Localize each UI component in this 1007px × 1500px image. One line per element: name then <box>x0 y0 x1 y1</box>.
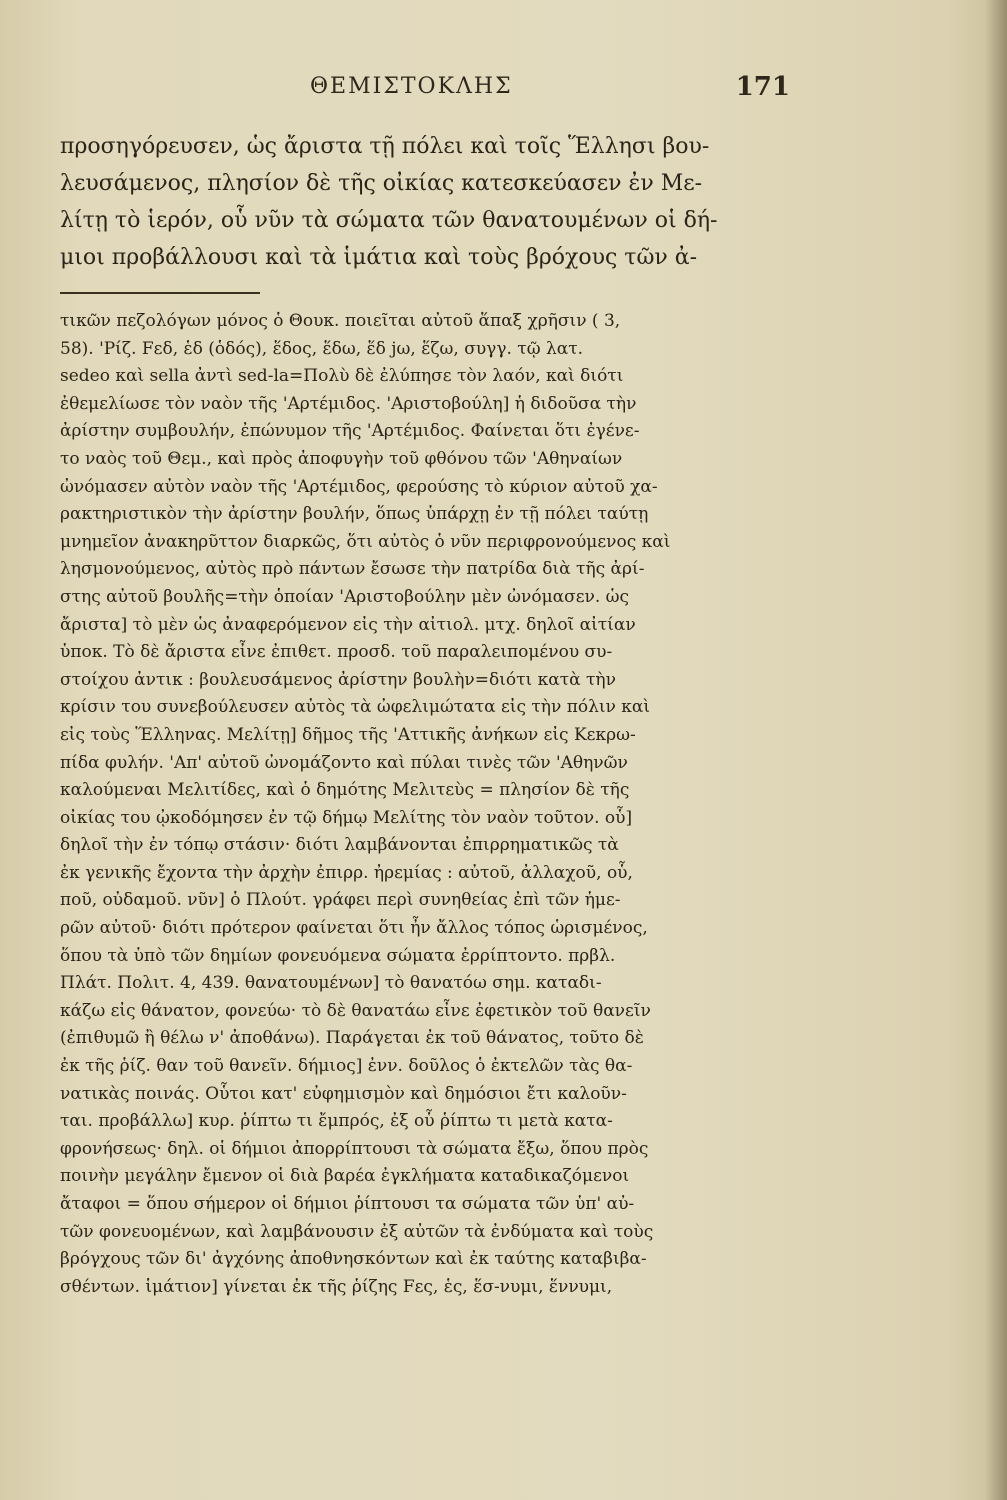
page-number: 171 <box>735 72 790 102</box>
footnote-line: ἄταφοι = ὅπου σήμερον οἱ δήμιοι ῥίπτουσι τα σώματα τῶν ὑπ' αὐ- <box>60 1194 635 1214</box>
footnote-line: ὠνόμασεν αὐτὸν ναὸν τῆς 'Αρτέμιδος, φερούσης τὸ κύριον αὐτοῦ χα- <box>60 476 658 497</box>
footnote-line: ποῦ, οὐδαμοῦ. νῦν] ὁ Πλούτ. γράφει περὶ συνηθείας ἐπὶ τῶν ἡμε- <box>60 890 621 911</box>
footnote-line: καλούμεναι Μελιτίδες, καὶ ὁ δημότης Μελιτεὺς = πλησίον δὲ τῆς <box>60 780 630 801</box>
footnote-line: κρίσιν του συνεβούλευσεν αὐτὸς τὰ ὠφελιμώτατα εἰς τὴν πόλιν καὶ <box>60 697 651 718</box>
footnote-separator <box>60 292 260 294</box>
footnote-line: sedeo καὶ sella ἀντὶ sed-la=Πολὺ δὲ ἐλύπησε τὸν λαόν, καὶ διότι <box>60 366 624 387</box>
footnote-line: ἐθεμελίωσε τὸν ναὸν τῆς 'Αρτέμιδος. 'Αριστοβούλη] ἡ διδοῦσα τὴν <box>60 393 637 414</box>
running-title: ΘΕΜΙΣΤΟΚΛΗΣ <box>310 74 513 99</box>
running-header <box>60 72 820 106</box>
footnote-line: δηλοῖ τὴν ἐν τόπῳ στάσιν· διότι λαμβάνονται ἐπιρρηματικῶς τὰ <box>60 835 619 856</box>
footnote-line: βρόγχους τῶν δι' ἀγχόνης ἀποθνησκόντων καὶ ἐκ ταύτης καταβιβα- <box>60 1249 647 1270</box>
footnote-line: λησμονούμενος, αὐτὸς πρὸ πάντων ἔσωσε τὴν πατρίδα διὰ τῆς ἀρί- <box>60 559 645 580</box>
footnote-line: τῶν φονευομένων, καὶ λαμβάνουσιν ἐξ αὐτῶν τὰ ἐνδύματα καὶ τοὺς <box>60 1221 654 1242</box>
footnote-line: στης αὐτοῦ βουλῆς=τὴν ὁποίαν 'Αριστοβούλην μὲν ὠνόμασεν. ὡς <box>60 586 630 607</box>
main-text-block <box>60 128 798 276</box>
footnote-line: ὅπου τὰ ὑπὸ τῶν δημίων φονευόμενα σώματα ἐρρίπτοντο. πρβλ. <box>60 945 616 966</box>
footnote-line: φρονήσεως· δηλ. οἱ δήμιοι ἀπορρίπτουσι τὰ σώματα ἔξω, ὅπου πρὸς <box>60 1138 649 1159</box>
footnote-line: ὑποκ. Τὸ δὲ ἄριστα εἶνε ἐπιθετ. προσδ. τοῦ παραλειπομένου συ- <box>60 642 613 663</box>
footnote-line: ρακτηριστικὸν τὴν ἀρίστην βουλήν, ὅπως ὑπάρχῃ ἐν τῇ πόλει ταύτῃ <box>60 504 649 525</box>
page-edge-shadow <box>985 0 1007 1500</box>
footnote-line: ποινὴν μεγάλην ἔμενον οἱ διὰ βαρέα ἐγκλήματα καταδικαζόμενοι <box>60 1166 630 1187</box>
footnote-line: οἰκίας του ᾠκοδόμησεν ἐν τῷ δήμῳ Μελίτης τὸν ναὸν τοῦτον. οὗ] <box>60 807 633 828</box>
footnote-line: τικῶν πεζολόγων μόνος ὁ Θουκ. ποιεῖται αὐτοῦ ἅπαξ χρῆσιν ( 3, <box>60 311 621 331</box>
footnote-line: το ναὸς τοῦ Θεμ., καὶ πρὸς ἀποφυγὴν τοῦ φθόνου τῶν 'Αθηναίων <box>60 448 623 469</box>
main-text-line: λίτῃ τὸ ἱερόν, οὗ νῦν τὰ σώματα τῶν θανατουμένων οἱ δή- <box>60 208 718 233</box>
footnote-line: ἀρίστην συμβουλήν, ἐπώνυμον τῆς 'Αρτέμιδος. Φαίνεται ὅτι ἐγένε- <box>60 421 640 442</box>
footnote-line: ἐκ γενικῆς ἔχοντα τὴν ἀρχὴν ἐπιρρ. ἠρεμίας : αὐτοῦ, ἀλλαχοῦ, οὗ, <box>60 862 633 883</box>
footnote-line: ται. προβάλλω] κυρ. ῥίπτω τι ἔμπρός, ἐξ οὗ ῥίπτω τι μετὰ κατα- <box>60 1111 613 1132</box>
footnote-line: στοίχου ἀντικ : βουλευσάμενος ἀρίστην βουλὴν=διότι κατὰ τὴν <box>60 669 616 690</box>
footnote-line: ἄριστα] τὸ μὲν ὡς ἀναφερόμενον εἰς τὴν αἰτιολ. μτχ. δηλοῖ αἰτίαν <box>60 614 636 635</box>
footnote-line: (ἐπιθυμῶ ἢ θέλω ν' ἀποθάνω). Παράγεται ἐκ τοῦ θάνατος, τοῦτο δὲ <box>60 1028 644 1049</box>
footnote-line: κάζω εἰς θάνατον, φονεύω· τὸ δὲ θανατάω εἶνε ἐφετικὸν τοῦ θανεῖν <box>60 1000 651 1021</box>
footnote-line: 58). 'Ρίζ. Fεδ, ἑδ (ὁδός), ἕδος, ἕδω, ἕδ jω, ἕζω, συγγ. τῷ λατ. <box>60 338 584 359</box>
footnote-line: ρῶν αὐτοῦ· διότι πρότερον φαίνεται ὅτι ἦν ἄλλος τόπος ὡρισμένος, <box>60 918 648 939</box>
footnote-line: νατικὰς ποινάς. Οὗτοι κατ' εὐφημισμὸν καὶ δημόσιοι ἔτι καλοῦν- <box>60 1083 627 1104</box>
main-text-line: προσηγόρευσεν, ὡς ἄριστα τῇ πόλει καὶ τοῖς Ἕλλησι βου- <box>60 134 710 159</box>
footnote-line: ἐκ τῆς ῥίζ. θαν τοῦ θανεῖν. δήμιος] ἐνν. δοῦλος ὁ ἐκτελῶν τὰς θα- <box>60 1056 633 1077</box>
footnotes-block <box>60 308 805 1301</box>
main-text-line: μιοι προβάλλουσι καὶ τὰ ἱμάτια καὶ τοὺς βρόχους τῶν ἀ- <box>60 245 698 270</box>
footnote-line: Πλάτ. Πολιτ. 4, 439. θανατουμένων] τὸ θανατόω σημ. καταδι- <box>60 973 602 994</box>
footnote-line: σθέντων. ἱμάτιον] γίνεται ἐκ τῆς ῥίζης Fες, ἑς, ἕσ-νυμι, ἕννυμι, <box>60 1276 613 1297</box>
footnote-line: πίδα φυλήν. 'Απ' αὐτοῦ ὠνομάζοντο καὶ πύλαι τινὲς τῶν 'Αθηνῶν <box>60 752 628 773</box>
footnote-line: εἰς τοὺς Ἕλληνας. Μελίτῃ] δῆμος τῆς 'Αττικῆς ἀνήκων εἰς Κεκρω- <box>60 724 636 745</box>
main-text-line: λευσάμενος, πλησίον δὲ τῆς οἰκίας κατεσκεύασεν ἐν Με- <box>60 171 703 196</box>
footnote-line: μνημεῖον ἀνακηρῦττον διαρκῶς, ὅτι αὐτὸς ὁ νῦν περιφρονούμενος καὶ <box>60 531 671 552</box>
